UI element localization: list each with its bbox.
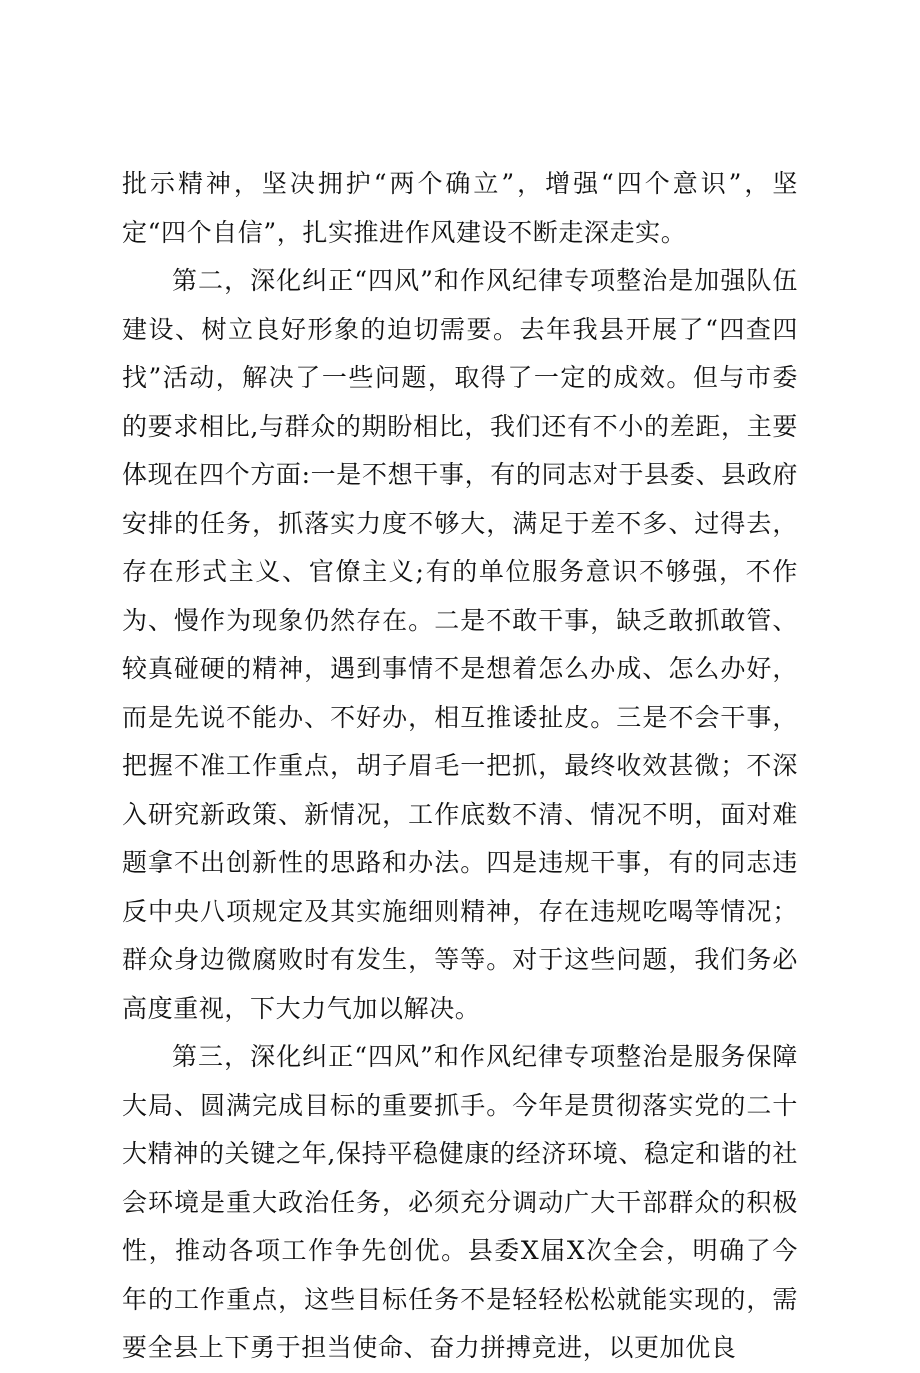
paragraph-2: 第二，深化纠正“四风”和作风纪律专项整治是加强队伍建设、树立良好形象的迫切需要。去年我县开展了“四查四找”活动，解决了一些问题，取得了一定的成效。但与市委的要求相比,与群众的期盼相比，我们还有不小的差距，主要体现在四个方面:一是不想干事，有的同志对于县委、县政府安排的任务，抓落实力度不够大，满足于差不多、过得去，存在形式主义、官僚主义;有的单位服务意识不够强，不作为、慢作为现象仍然存在。二是不敢干事，缺乏敢抓敢管、较真碰硬的精神，遇到事情不是想着怎么办成、怎么办好，而是先说不能办、不好办，相互推诿扯皮。三是不会干事，把握不准工作重点，胡子眉毛一把抓，最终收效甚微；不深入研究新政策、新情况，工作底数不清、情况不明，面对难题拿不出创新性的思路和办法。四是违规干事，有的同志违反中央八项规定及其实施细则精神，存在违规吃喝等情况；群众身边微腐败时有发生，等等。对于这些问题，我们务必高度重视，下大力气加以解决。 — [122, 266, 798, 1023]
paragraph-1: 批示精神，坚决拥护“两个确立”，增强“四个意识”，坚定“四个自信”，扎实推进作风建设不断走深走实。 — [122, 169, 798, 247]
paragraph-3: 第三，深化纠正“四风”和作风纪律专项整治是服务保障大局、圆满完成目标的重要抓手。今年是贯彻落实党的二十大精神的关键之年,保持平稳健康的经济环境、稳定和谐的社会环境是重大政治任务，必须充分调动广大干部群众的积极性，推动各项工作争先创优。县委X届X次全会，明确了今年的工作重点，这些目标任务不是轻轻松松就能实现的，需要全县上下勇于担当使命、奋力拼搏竞进，以更加优良 — [122, 1042, 798, 1362]
document-body — [122, 160, 798, 1373]
